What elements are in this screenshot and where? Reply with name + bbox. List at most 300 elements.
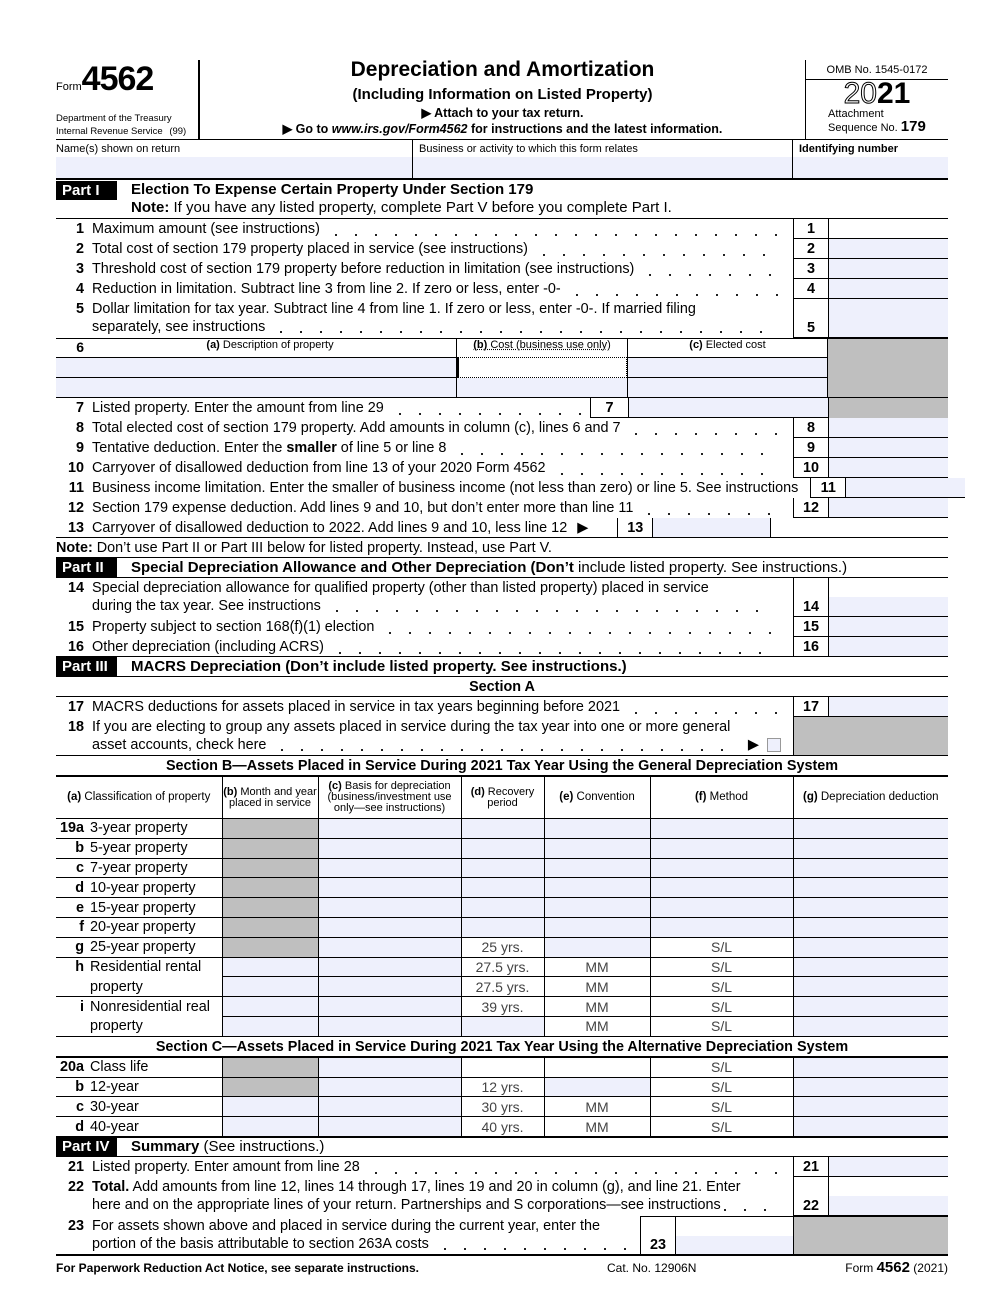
line-number: 8: [75, 420, 84, 436]
name-field[interactable]: [56, 157, 412, 178]
line-number: 5: [75, 301, 84, 317]
catalog-number: Cat. No. 12906N: [607, 1260, 697, 1275]
depreciation-deduction-cell[interactable]: [793, 1016, 948, 1036]
recovery-period-cell[interactable]: [461, 858, 544, 878]
part-4-tag: Part IV: [56, 1137, 117, 1156]
col-tag: (g): [802, 791, 818, 803]
method: S/L: [710, 1118, 732, 1135]
classification-cell: [56, 1077, 222, 1097]
col-label: Method: [706, 791, 749, 803]
depreciation-deduction-cell[interactable]: [793, 898, 948, 918]
method-cell[interactable]: [650, 858, 793, 878]
line-number: 4: [75, 281, 84, 297]
method-cell: [650, 937, 793, 957]
line-3: [56, 259, 948, 279]
convention-cell: [544, 957, 650, 977]
line-6-table: [56, 338, 948, 398]
recovery-period-cell[interactable]: [461, 838, 544, 858]
line-2: [56, 239, 948, 259]
convention: MM: [585, 958, 609, 975]
form-header: [56, 60, 948, 140]
method: S/L: [710, 939, 732, 956]
row-label: 30-year: [90, 1098, 139, 1115]
basis-cell[interactable]: [318, 878, 461, 898]
row-number: b: [75, 840, 84, 857]
method-cell[interactable]: [650, 917, 793, 937]
classification-cell: [56, 1016, 222, 1036]
method-cell[interactable]: [650, 898, 793, 918]
table-row: [56, 937, 948, 957]
classification-cell: [56, 878, 222, 898]
line-22: [56, 1177, 948, 1216]
month-year-cell[interactable]: [222, 957, 318, 977]
recovery-period-cell[interactable]: [461, 917, 544, 937]
recovery-period: 27.5 yrs.: [475, 958, 530, 975]
arrow-icon: ▶: [577, 520, 589, 536]
method: S/L: [710, 998, 732, 1015]
note-label: Note:: [131, 199, 170, 216]
col-tag: (a): [67, 791, 82, 803]
basis-cell[interactable]: [318, 997, 461, 1017]
row-label: Residential rental: [90, 959, 202, 976]
id-number-field[interactable]: [793, 157, 948, 178]
section-a-title: Section A: [56, 677, 948, 697]
recovery-period: 25 yrs.: [481, 939, 524, 956]
recovery-period-cell[interactable]: [461, 1057, 544, 1077]
line-12-amount[interactable]: [828, 498, 948, 518]
column-header: [318, 777, 461, 819]
table-row: [56, 977, 948, 997]
line-8: [56, 418, 948, 438]
line-6-cost-2[interactable]: [457, 378, 627, 397]
line-box: 14: [793, 578, 828, 617]
line-4-amount[interactable]: [828, 279, 948, 299]
convention-cell[interactable]: [544, 1057, 650, 1077]
line-6-description-2[interactable]: [56, 378, 456, 397]
row-label: 10-year property: [90, 879, 196, 896]
line-7-amount[interactable]: [628, 398, 828, 418]
convention-cell[interactable]: [544, 917, 650, 937]
form-title: Depreciation and Amortization: [350, 58, 655, 81]
classification-cell: [56, 1057, 222, 1077]
irs-link[interactable]: www.irs.gov/Form4562: [331, 122, 468, 136]
row-number: f: [79, 919, 84, 936]
section-b-title: Section B—Assets Placed in Service During 2021 Tax Year Using the General Depreciation System: [56, 756, 948, 776]
omb-number: OMB No. 1545-0172: [806, 60, 948, 80]
row-label: 3-year property: [90, 820, 188, 837]
month-year-cell: [222, 1057, 318, 1077]
line-number: 10: [67, 460, 84, 476]
line-text: Special depreciation allowance for qualified property (other than listed property) placed in service: [92, 580, 709, 596]
line-number: 11: [68, 480, 84, 496]
form-4562: [56, 60, 948, 1280]
basis-cell[interactable]: [318, 917, 461, 937]
col-label: Basis for depreciation (business/investment use only—see instructions): [327, 780, 452, 814]
line-text: here and on the appropriate lines of your return. Partnerships and S corporations—see instructions: [92, 1196, 721, 1213]
line-14: [56, 578, 948, 617]
depreciation-deduction-cell[interactable]: [793, 957, 948, 977]
line-13-amount[interactable]: [652, 518, 770, 537]
table-row: [56, 997, 948, 1017]
recovery-period-cell: [461, 997, 544, 1017]
depreciation-deduction-cell[interactable]: [793, 997, 948, 1017]
recovery-period-cell: [461, 937, 544, 957]
line-text-bold: smaller: [286, 440, 337, 456]
depreciation-deduction-cell[interactable]: [793, 937, 948, 957]
row-label: 20-year property: [90, 919, 196, 936]
method-cell: [650, 957, 793, 977]
convention-cell[interactable]: [544, 878, 650, 898]
recovery-period-cell[interactable]: [461, 898, 544, 918]
convention: MM: [585, 1118, 609, 1135]
classification-cell: [56, 997, 222, 1017]
depreciation-deduction-cell[interactable]: [793, 1077, 948, 1097]
depreciation-deduction-cell[interactable]: [793, 858, 948, 878]
recovery-period: 30 yrs.: [481, 1098, 524, 1115]
line-box: 13: [617, 518, 652, 537]
agency-name: Internal Revenue Service: [56, 126, 163, 137]
dept-name: Department of the Treasury: [56, 113, 172, 124]
line-box: 9: [793, 438, 828, 458]
month-year-cell[interactable]: [222, 1117, 318, 1137]
month-year-cell: [222, 858, 318, 878]
line-11: [56, 478, 948, 498]
method-cell[interactable]: [650, 819, 793, 839]
line-11-amount[interactable]: [845, 478, 965, 498]
line-2-amount[interactable]: [828, 239, 948, 259]
part-2-title-end: include listed property. See instructions.): [573, 559, 848, 576]
line-box: 16: [793, 637, 828, 656]
convention: MM: [585, 1098, 609, 1115]
col-label: Recovery period: [484, 785, 535, 809]
basis-cell[interactable]: [318, 838, 461, 858]
section-c-table: [56, 1057, 948, 1137]
col-tag: (b): [473, 339, 488, 351]
line-number: 18: [67, 719, 84, 735]
arrow-icon: ▶: [747, 737, 759, 753]
convention: MM: [585, 978, 609, 995]
line-box: 4: [793, 279, 828, 299]
basis-cell[interactable]: [318, 898, 461, 918]
line-text: asset accounts, check here: [92, 737, 267, 753]
line-text: Property subject to section 168(f)(1) election: [92, 619, 375, 635]
line-number: 12: [67, 500, 84, 516]
line-21: [56, 1157, 948, 1177]
basis-cell[interactable]: [318, 1117, 461, 1137]
line-4: [56, 279, 948, 299]
line-box: 22: [793, 1177, 828, 1216]
row-number: b: [75, 1078, 84, 1095]
month-year-cell: [222, 838, 318, 858]
line-1-amount[interactable]: [828, 219, 948, 239]
line-21-amount[interactable]: [828, 1157, 948, 1177]
line-6-description-1[interactable]: [56, 357, 456, 378]
classification-cell: [56, 1097, 222, 1117]
line-text: Business income limitation. Enter the smaller of business income (not less than zero) or line 5. See instructions: [92, 480, 799, 496]
line-number: 2: [75, 241, 84, 257]
line-number: 17: [67, 699, 84, 715]
method-cell[interactable]: [650, 878, 793, 898]
line-12: [56, 498, 948, 518]
recovery-period: 39 yrs.: [481, 998, 524, 1015]
footer-form-number: 4562: [876, 1259, 910, 1277]
method: S/L: [710, 1078, 732, 1095]
convention-cell: [544, 1117, 650, 1137]
line-text: MACRS deductions for assets placed in service in tax years beginning before 2021: [92, 699, 620, 715]
line-box: 15: [793, 617, 828, 637]
recovery-period-cell[interactable]: [461, 1016, 544, 1036]
basis-cell[interactable]: [318, 1016, 461, 1036]
business-field[interactable]: [413, 157, 792, 178]
line-16: [56, 637, 948, 657]
form-footer: [56, 1256, 948, 1280]
line-box: 10: [793, 458, 828, 478]
convention-cell[interactable]: [544, 898, 650, 918]
form-prefix: Form: [56, 81, 82, 93]
basis-cell[interactable]: [318, 957, 461, 977]
basis-cell[interactable]: [318, 819, 461, 839]
month-year-cell: [222, 819, 318, 839]
table-row: [56, 878, 948, 898]
convention-cell[interactable]: [544, 838, 650, 858]
line-6-elected-1[interactable]: [628, 357, 827, 378]
convention-cell[interactable]: [544, 937, 650, 957]
method-cell: [650, 977, 793, 997]
line-box: 3: [793, 259, 828, 279]
recovery-period-cell[interactable]: [461, 819, 544, 839]
line-box: 1: [793, 219, 828, 239]
goto-suffix: for instructions and the latest information.: [467, 122, 723, 136]
column-header: [222, 777, 318, 819]
line-text: If you are electing to group any assets placed in service during the tax year into one or more general: [92, 719, 731, 735]
part-1-title: Election To Expense Certain Property Under Section 179: [131, 181, 534, 198]
line-text: Listed property. Enter the amount from line 29: [92, 400, 384, 416]
row-number: i: [80, 998, 84, 1015]
line-number: 22: [67, 1178, 84, 1195]
month-year-cell: [222, 898, 318, 918]
row-label: Nonresidential real: [90, 998, 210, 1015]
line-1: [56, 219, 948, 239]
convention-cell[interactable]: [544, 819, 650, 839]
line-15-amount[interactable]: [828, 617, 948, 637]
line-6-cost-1[interactable]: [457, 357, 627, 378]
convention-cell[interactable]: [544, 1077, 650, 1097]
line-9-amount[interactable]: [828, 438, 948, 458]
note-label: Note:: [56, 540, 93, 556]
line-text-bold: Total.: [92, 1178, 130, 1195]
sequence-number: 179: [900, 118, 926, 135]
line-23: [56, 1216, 948, 1256]
convention-cell[interactable]: [544, 858, 650, 878]
basis-cell[interactable]: [318, 1097, 461, 1117]
classification-cell: [56, 917, 222, 937]
line-text: Section 179 expense deduction. Add lines 9 and 10, but don’t enter more than line 11: [92, 500, 634, 516]
classification-cell: [56, 898, 222, 918]
line-text: Tentative deduction. Enter the: [92, 440, 287, 456]
row-label: 25-year property: [90, 939, 196, 956]
row-number: e: [75, 899, 84, 916]
line-5: [56, 299, 948, 338]
group-assets-checkbox[interactable]: [767, 738, 781, 752]
col-tag: (c): [328, 780, 342, 792]
line-number: 7: [75, 400, 84, 416]
col-label: Depreciation deduction: [817, 791, 939, 803]
line-text: Reduction in limitation. Subtract line 3 from line 2. If zero or less, enter -0-: [92, 281, 561, 297]
line-text: Maximum amount (see instructions): [92, 221, 320, 237]
month-year-cell: [222, 937, 318, 957]
classification-cell: [56, 819, 222, 839]
line-9: [56, 438, 948, 458]
line-3-amount[interactable]: [828, 259, 948, 279]
row-number: c: [75, 859, 84, 876]
section-c-title: Section C—Assets Placed in Service During 2021 Tax Year Using the Alternative Depreciation System: [56, 1037, 948, 1057]
row-label: 7-year property: [90, 859, 188, 876]
line-10-amount[interactable]: [828, 458, 948, 478]
depreciation-deduction-cell[interactable]: [793, 819, 948, 839]
classification-cell: [56, 858, 222, 878]
table-row: [56, 898, 948, 918]
recovery-period-cell: [461, 1077, 544, 1097]
month-year-cell[interactable]: [222, 1097, 318, 1117]
classification-cell: [56, 937, 222, 957]
line-text: portion of the basis attributable to section 263A costs: [92, 1235, 429, 1252]
line-14-amount[interactable]: [829, 597, 948, 616]
line-box: 7: [590, 398, 628, 418]
shaded-area: [828, 339, 948, 397]
line-text: Carryover of disallowed deduction to 2022. Add lines 9 and 10, less line 12: [92, 520, 568, 536]
table-row: [56, 957, 948, 977]
part-4-title: Summary: [131, 1138, 200, 1156]
line-number: 1: [75, 221, 84, 237]
method: S/L: [710, 958, 732, 975]
method-cell: [650, 997, 793, 1017]
form-subtitle: (Including Information on Listed Property): [352, 86, 653, 103]
month-year-cell[interactable]: [222, 977, 318, 997]
convention-cell: [544, 977, 650, 997]
column-header: [544, 777, 650, 819]
row-number: 20a: [59, 1059, 84, 1076]
row-label: 15-year property: [90, 899, 196, 916]
recovery-period: 27.5 yrs.: [475, 978, 530, 995]
row-number: d: [75, 879, 84, 896]
col-tag: (e): [559, 791, 574, 803]
business-label: Business or activity to which this form relates: [419, 143, 638, 155]
convention-cell: [544, 1016, 650, 1036]
month-year-cell: [222, 878, 318, 898]
line-number: 14: [67, 580, 84, 596]
line-number: 16: [67, 639, 84, 655]
depreciation-deduction-cell[interactable]: [793, 1097, 948, 1117]
part-3-title: MACRS Depreciation (Don’t include listed property. See instructions.): [131, 658, 627, 675]
recovery-period: 40 yrs.: [481, 1118, 524, 1135]
line-16-amount[interactable]: [828, 637, 948, 656]
line-number: 15: [67, 619, 84, 635]
recovery-period: 12 yrs.: [481, 1078, 524, 1095]
method: S/L: [710, 1018, 732, 1035]
convention: MM: [585, 1018, 609, 1035]
month-year-cell: [222, 1077, 318, 1097]
line-text: during the tax year. See instructions: [92, 598, 321, 614]
column-header: [56, 777, 222, 819]
recovery-period-cell[interactable]: [461, 878, 544, 898]
classification-cell: [56, 957, 222, 977]
col-tag: (d): [470, 785, 485, 798]
convention-cell: [544, 997, 650, 1017]
line-box: 8: [793, 418, 828, 438]
table-row: [56, 838, 948, 858]
line-box: 11: [810, 478, 845, 498]
month-year-cell[interactable]: [222, 1016, 318, 1036]
agency-code: (99): [169, 126, 187, 137]
method: S/L: [710, 1098, 732, 1115]
method-cell: [650, 1117, 793, 1137]
column-headers: [56, 777, 948, 819]
depreciation-deduction-cell[interactable]: [793, 838, 948, 858]
month-year-cell[interactable]: [222, 997, 318, 1017]
basis-cell[interactable]: [318, 858, 461, 878]
row-number: c: [75, 1098, 84, 1115]
line-text: Listed property. Enter amount from line 28: [92, 1158, 360, 1175]
line-number: 13: [67, 520, 84, 536]
basis-cell[interactable]: [318, 1077, 461, 1097]
line-text: Total cost of section 179 property placed in service (see instructions): [92, 241, 528, 257]
note-row: [56, 538, 948, 558]
method-cell: [650, 1077, 793, 1097]
line-17-amount[interactable]: [828, 697, 948, 717]
line-box: 12: [793, 498, 828, 518]
line-6-elected-2[interactable]: [628, 378, 827, 397]
column-header: [793, 777, 948, 819]
line-23-amount[interactable]: [676, 1236, 793, 1254]
col-a-header: Description of property: [219, 339, 334, 351]
tax-year: 2021: [843, 77, 911, 110]
line-8-amount[interactable]: [828, 418, 948, 438]
basis-cell[interactable]: [318, 1057, 461, 1077]
line-box: 2: [793, 239, 828, 259]
line-22-amount[interactable]: [829, 1196, 948, 1215]
basis-cell[interactable]: [318, 977, 461, 997]
method-cell: [650, 1097, 793, 1117]
footer-form-label: Form: [845, 1261, 877, 1276]
line-text: separately, see instructions: [92, 319, 266, 335]
line-5-amount[interactable]: [828, 299, 948, 338]
method-cell[interactable]: [650, 838, 793, 858]
classification-cell: [56, 1117, 222, 1137]
table-row: [56, 819, 948, 839]
depreciation-deduction-cell[interactable]: [793, 1057, 948, 1077]
column-header: [650, 777, 793, 819]
depreciation-deduction-cell[interactable]: [793, 878, 948, 898]
row-label: 5-year property: [90, 840, 188, 857]
line-17: [56, 697, 948, 717]
method: S/L: [710, 1059, 732, 1076]
line-box: 17: [793, 697, 828, 717]
row-number: d: [75, 1118, 84, 1135]
basis-cell[interactable]: [318, 937, 461, 957]
col-tag: (f): [694, 791, 707, 803]
col-tag: (a): [206, 339, 220, 351]
depreciation-deduction-cell[interactable]: [793, 917, 948, 937]
convention-cell: [544, 1097, 650, 1117]
method: S/L: [710, 978, 732, 995]
depreciation-deduction-cell[interactable]: [793, 977, 948, 997]
line-number: 9: [75, 440, 84, 456]
row-label: 12-year: [90, 1078, 139, 1095]
row-label: property: [90, 978, 143, 995]
depreciation-deduction-cell[interactable]: [793, 1117, 948, 1137]
line-text: Other depreciation (including ACRS): [92, 639, 324, 655]
recovery-period-cell: [461, 977, 544, 997]
